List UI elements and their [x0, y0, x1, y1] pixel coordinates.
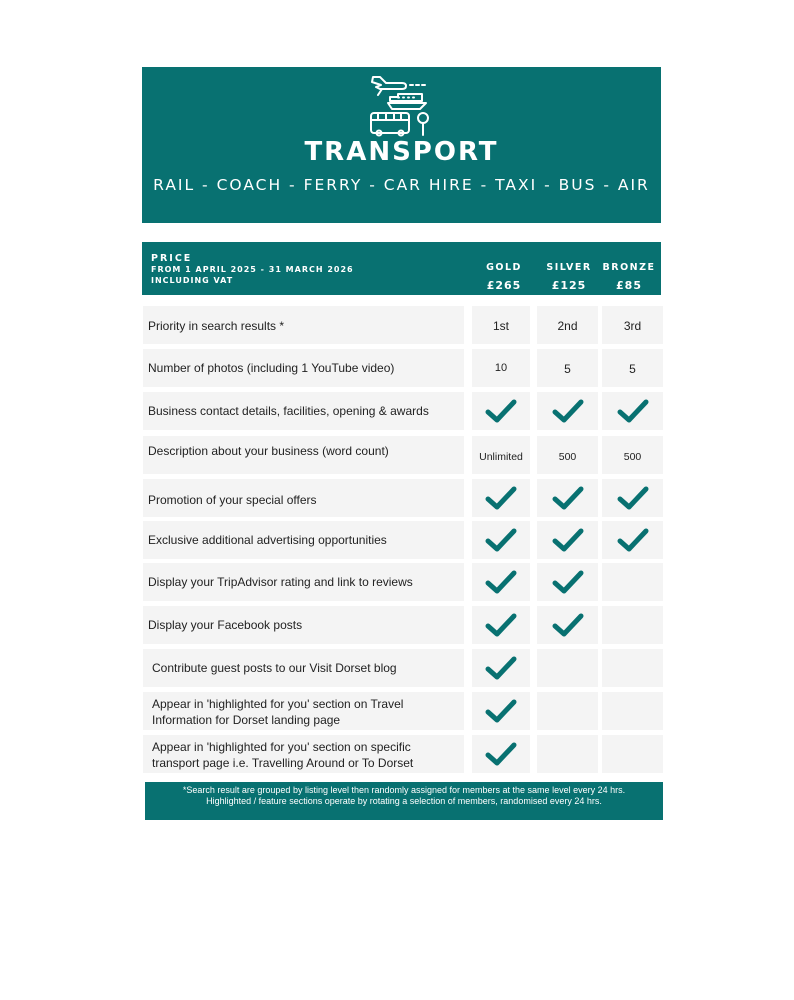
- silver-cell: [537, 479, 598, 517]
- check-icon: [617, 399, 649, 423]
- tier-name: GOLD: [486, 262, 522, 273]
- gold-cell: [472, 692, 530, 730]
- gold-cell: [472, 349, 530, 387]
- check-icon: [552, 570, 584, 594]
- feature-label: Number of photos (including 1 YouTube video): [148, 361, 395, 375]
- transport-types: RAIL - COACH - FERRY - CAR HIRE - TAXI - BUS - AIR: [153, 176, 650, 194]
- feature-row-special-offers: [143, 479, 663, 517]
- check-icon: [485, 742, 517, 766]
- feature-label: Promotion of your special offers: [148, 493, 317, 507]
- price-vat: INCLUDING VAT: [151, 276, 234, 285]
- bronze-cell: [602, 606, 663, 644]
- gold-cell: [472, 735, 530, 773]
- check-icon: [485, 656, 517, 680]
- bronze-cell: [602, 436, 663, 474]
- price-period: FROM 1 APRIL 2025 - 31 MARCH 2026: [151, 265, 354, 274]
- feature-row-tripadvisor: [143, 563, 663, 601]
- bronze-cell: [602, 649, 663, 687]
- check-icon: [617, 528, 649, 552]
- gold-cell: [472, 649, 530, 687]
- gold-cell: [472, 479, 530, 517]
- bronze-cell: [602, 306, 663, 344]
- bronze-cell: [602, 735, 663, 773]
- feature-label-cell: [143, 521, 464, 559]
- feature-label: Exclusive additional advertising opportunities: [148, 533, 387, 547]
- check-icon: [485, 699, 517, 723]
- check-icon: [485, 486, 517, 510]
- feature-label: Business contact details, facilities, opening & awards: [148, 404, 429, 418]
- check-icon: [552, 613, 584, 637]
- footnote-line-1: *Search result are grouped by listing level then randomly assigned for members at the same level every 24 hrs.: [182, 785, 626, 795]
- bronze-value: 3rd: [623, 319, 642, 333]
- tier-name: SILVER: [546, 262, 592, 273]
- feature-label-cell: [143, 563, 464, 601]
- feature-row-search-priority: [143, 306, 663, 344]
- silver-cell: [537, 521, 598, 559]
- silver-cell: [537, 692, 598, 730]
- gold-cell: [472, 306, 530, 344]
- check-icon: [552, 486, 584, 510]
- bronze-value: 500: [623, 451, 642, 463]
- feature-row-contact-details: [143, 392, 663, 430]
- bronze-cell: [602, 692, 663, 730]
- feature-label-cell: [143, 436, 464, 474]
- price-label: PRICE: [151, 253, 193, 264]
- feature-label: Display your Facebook posts: [148, 618, 303, 632]
- feature-row-description: [143, 436, 663, 474]
- transport-icon: [368, 73, 434, 137]
- footnote-line-2: Highlighted / feature sections operate by rotating a selection of members, randomised every 24 hrs.: [206, 796, 602, 806]
- feature-label-cell: [143, 606, 464, 644]
- tier-price: £125: [551, 279, 587, 292]
- feature-label-cell: [143, 692, 464, 730]
- feature-label-cell: [143, 392, 464, 430]
- check-icon: [485, 613, 517, 637]
- feature-label-cell: [143, 735, 464, 773]
- page-title: TRANSPORT: [304, 137, 499, 167]
- check-icon: [485, 528, 517, 552]
- check-icon: [485, 399, 517, 423]
- feature-label: Appear in 'highlighted for you' section on Travel Information for Dorset landing page: [152, 697, 404, 727]
- gold-cell: [472, 563, 530, 601]
- gold-cell: [472, 606, 530, 644]
- price-header: [142, 242, 661, 295]
- feature-label-cell: [143, 349, 464, 387]
- feature-row-facebook: [143, 606, 663, 644]
- silver-cell: [537, 392, 598, 430]
- silver-value: 500: [558, 451, 577, 463]
- bronze-cell: [602, 349, 663, 387]
- gold-cell: [472, 521, 530, 559]
- silver-cell: [537, 349, 598, 387]
- bronze-cell: [602, 521, 663, 559]
- feature-label: Appear in 'highlighted for you' section on specific transport page i.e. Travelling Around or To Dorset: [152, 740, 414, 770]
- footnote-banner: [145, 782, 663, 820]
- bronze-cell: [602, 479, 663, 517]
- gold-cell: [472, 436, 530, 474]
- gold-cell: [472, 392, 530, 430]
- bronze-value: 5: [629, 362, 636, 376]
- tier-price: £265: [486, 279, 522, 292]
- silver-cell: [537, 563, 598, 601]
- feature-label-cell: [143, 306, 464, 344]
- silver-value: 2nd: [557, 319, 578, 333]
- check-icon: [617, 486, 649, 510]
- silver-cell: [537, 606, 598, 644]
- feature-label: Display your TripAdvisor rating and link to reviews: [148, 575, 413, 589]
- gold-value: Unlimited: [479, 451, 523, 463]
- bronze-cell: [602, 392, 663, 430]
- tier-name: BRONZE: [602, 262, 656, 273]
- feature-row-highlight-landing: [143, 692, 663, 730]
- feature-label-cell: [143, 479, 464, 517]
- check-icon: [552, 528, 584, 552]
- gold-value: 1st: [492, 319, 509, 333]
- price-label-block: [151, 253, 354, 286]
- feature-row-blog: [143, 649, 663, 687]
- feature-row-highlight-transport: [143, 735, 663, 773]
- silver-cell: [537, 649, 598, 687]
- feature-label: Contribute guest posts to our Visit Dorset blog: [152, 661, 397, 675]
- check-icon: [552, 399, 584, 423]
- header-banner: [142, 67, 661, 223]
- gold-value: 10: [494, 362, 508, 374]
- feature-row-photos: [143, 349, 663, 387]
- silver-cell: [537, 735, 598, 773]
- bronze-cell: [602, 563, 663, 601]
- feature-label: Priority in search results *: [148, 319, 285, 333]
- tier-price: £85: [616, 279, 642, 292]
- feature-row-advertising: [143, 521, 663, 559]
- check-icon: [485, 570, 517, 594]
- feature-label: Description about your business (word count): [148, 444, 389, 458]
- silver-cell: [537, 306, 598, 344]
- silver-cell: [537, 436, 598, 474]
- silver-value: 5: [564, 362, 571, 376]
- feature-label-cell: [143, 649, 464, 687]
